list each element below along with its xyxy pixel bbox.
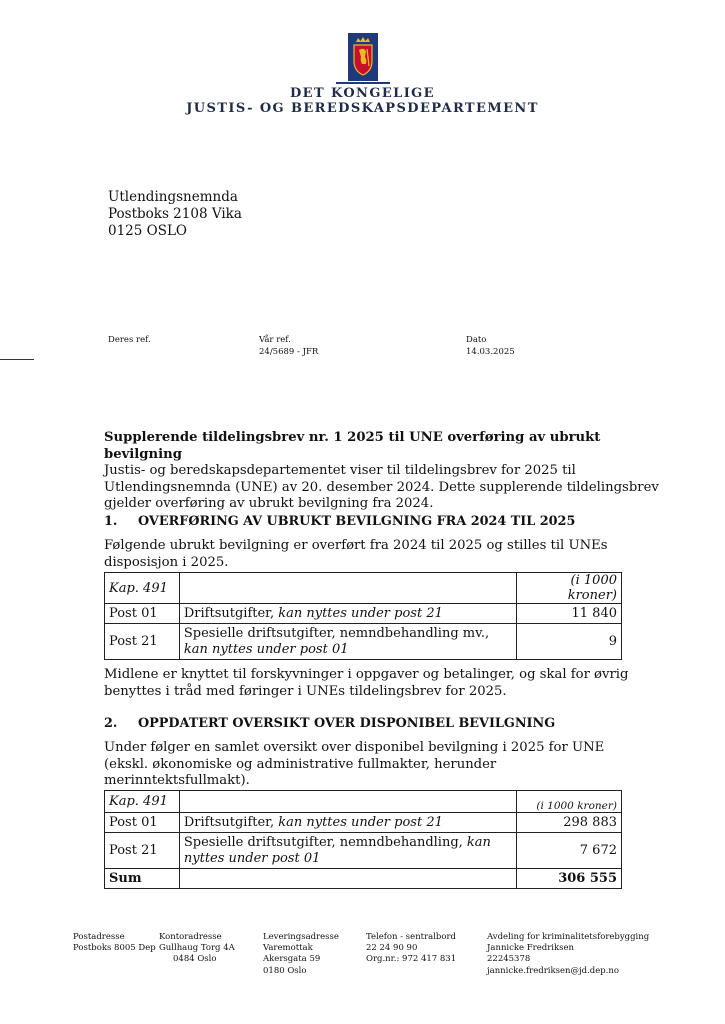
- fold-mark: [0, 359, 34, 360]
- table-sum-row: [105, 869, 622, 889]
- footer-label: Leveringsadresse: [263, 932, 339, 942]
- footer-label: Telefon - sentralbord: [366, 932, 456, 942]
- amount-cell: 11 840: [517, 604, 622, 624]
- section1-after: Midlene er knyttet til forskyvninger i oppgaver og betalinger, og skal for øvrig benyttes i tråd med føringer i UNEs tildelingsbrev for 2025.: [104, 667, 629, 699]
- header-rule: [336, 82, 390, 84]
- footer-label: Kontoradresse: [159, 932, 222, 942]
- kap-cell: Kap. 491: [105, 791, 180, 813]
- amount-cell: 298 883: [517, 813, 622, 833]
- footer-postadresse: Postadresse Postboks 8005 Dep: [73, 932, 156, 954]
- deres-ref-label: Deres ref.: [108, 335, 151, 345]
- subject-title: Supplerende tildelingsbrev nr. 1 2025 til UNE overføring av ubrukt bevilgning: [104, 430, 601, 462]
- footer-label: Avdeling for kriminalitetsforebygging: [487, 932, 650, 942]
- footer-label: Postadresse: [73, 932, 125, 942]
- ministry-name-line1: DET KONGELIGE: [290, 86, 435, 101]
- footer-telefon: Telefon - sentralbord 22 24 90 90 Org.nr.: 972 417 831: [366, 932, 457, 965]
- date-label: Dato: [466, 335, 487, 345]
- desc-cell: Spesielle driftsutgifter, nemndbehandling, kan nyttes under post 01: [179, 833, 516, 869]
- coat-of-arms-icon: [348, 33, 378, 81]
- kap-cell: Kap. 491: [105, 573, 180, 604]
- date-value: 14.03.2025: [466, 347, 515, 357]
- amount-cell: 9: [517, 624, 622, 660]
- subject-block: [104, 430, 664, 513]
- table-row: [105, 833, 622, 869]
- recipient-name: Utlendingsnemnda: [108, 189, 238, 205]
- var-ref-value: 24/5689 - JFR: [259, 347, 319, 357]
- recipient-city: 0125 OSLO: [108, 223, 187, 239]
- section1-number: 1.: [104, 514, 118, 529]
- post-cell: Post 21: [105, 833, 180, 869]
- var-ref-label: Vår ref.: [259, 335, 291, 345]
- ministry-name-line2: JUSTIS- OG BEREDSKAPSDEPARTEMENT: [186, 101, 539, 116]
- section2-intro: Under følger en samlet oversikt over disponibel bevilgning i 2025 for UNE (ekskl. økonomiske og administrative fullmakter, herunder merinntektsfullmakt).: [104, 740, 605, 788]
- footer-email[interactable]: jannicke.fredriksen@jd.dep.no: [487, 965, 619, 976]
- section1-title: OVERFØRING AV UBRUKT BEVILGNING FRA 2024 TIL 2025: [138, 514, 576, 529]
- available-budget-table: [104, 790, 622, 889]
- desc-cell: Driftsutgifter, kan nyttes under post 21: [179, 813, 516, 833]
- unit-cell: (i 1000 kroner): [517, 791, 622, 813]
- section1-heading: [104, 514, 575, 529]
- subject-body: Justis- og beredskapsdepartementet viser til tildelingsbrev for 2025 til Utlendingsnemnda (UNE) av 20. desember 2024. Dette supplerende tildelingsbrev gjelder overføring av ubrukt bevilgning fra 2024.: [104, 463, 659, 511]
- table-row: [105, 813, 622, 833]
- amount-cell: 7 672: [517, 833, 622, 869]
- deres-ref: [108, 334, 151, 346]
- desc-cell: Spesielle driftsutgifter, nemndbehandling mv., kan nyttes under post 01: [179, 624, 516, 660]
- transfer-table: [104, 572, 622, 660]
- post-cell: Post 21: [105, 624, 180, 660]
- footer-leveringsadresse: Leveringsadresse Varemottak Akersgata 59 0180 Oslo: [263, 932, 339, 976]
- section2-number: 2.: [104, 716, 118, 731]
- section2-title: OPPDATERT OVERSIKT OVER DISPONIBEL BEVILGNING: [138, 716, 556, 731]
- footer-avdeling: Avdeling for kriminalitetsforebygging Jannicke Fredriksen 22245378 jannicke.fredriksen@jd.dep.no: [487, 932, 650, 976]
- table-row: [105, 604, 622, 624]
- sum-label: Sum: [105, 869, 180, 889]
- unit-cell: (i 1000 kroner): [517, 573, 622, 604]
- sum-value: 306 555: [517, 869, 622, 889]
- date-ref: [466, 334, 515, 358]
- table-row: [105, 624, 622, 660]
- post-cell: Post 01: [105, 813, 180, 833]
- section2-heading: [104, 716, 555, 731]
- var-ref: [259, 334, 318, 358]
- post-cell: Post 01: [105, 604, 180, 624]
- section1-intro: Følgende ubrukt bevilgning er overført fra 2024 til 2025 og stilles til UNEs disposisjon i 2025.: [104, 538, 608, 570]
- desc-cell: Driftsutgifter, kan nyttes under post 21: [179, 604, 516, 624]
- footer-kontoradresse: Kontoradresse Gullhaug Torg 4A 0484 Oslo: [159, 932, 235, 965]
- recipient-street: Postboks 2108 Vika: [108, 206, 242, 222]
- table-header-row: [105, 791, 622, 813]
- recipient-address: [108, 189, 242, 240]
- table-header-row: [105, 573, 622, 604]
